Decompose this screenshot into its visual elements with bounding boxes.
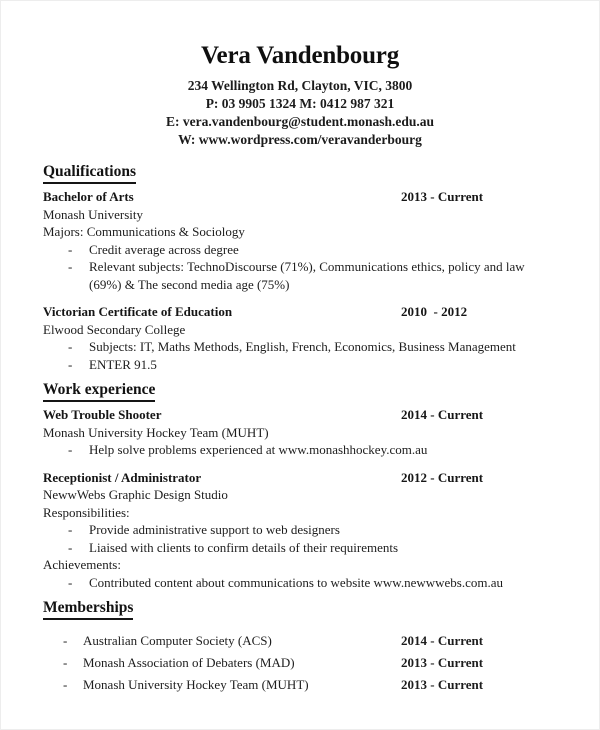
bullet-text: Relevant subjects: TechnoDiscourse (71%), Communications ethics, policy and law (69%) & The second media age (75%) xyxy=(89,259,525,292)
entry xyxy=(43,303,557,373)
section-qualifications xyxy=(43,161,557,373)
bullet-item xyxy=(43,258,557,293)
bullet-item xyxy=(43,441,557,459)
section-heading-row xyxy=(43,161,557,184)
entry xyxy=(43,469,557,592)
address-line: 234 Wellington Rd, Clayton, VIC, 3800 xyxy=(187,78,413,93)
bullet-item xyxy=(43,356,557,374)
website-line: W: www.wordpress.com/veravanderbourg xyxy=(178,132,422,147)
bullet-text: Subjects: IT, Maths Methods, English, French, Economics, Business Management xyxy=(89,339,516,354)
entry-heading-row xyxy=(43,406,557,424)
person-name: Vera Vandenbourg xyxy=(200,42,400,69)
dash-bullet-icon: - xyxy=(63,655,68,670)
entry-date: 2012 - Current xyxy=(401,469,484,485)
entry-line: Monash University Hockey Team (MUHT) xyxy=(43,424,269,440)
entry-line: NewwWebs Graphic Design Studio xyxy=(43,487,228,502)
dash-bullet-icon: - xyxy=(68,339,73,354)
membership-date: 2014 - Current xyxy=(401,633,484,648)
bullet-text: Contributed content about communications to website www.newwwebs.com.au xyxy=(89,574,503,590)
entry xyxy=(43,188,557,293)
dash-bullet-icon: - xyxy=(63,633,68,648)
entry-date: 2010 - 2012 xyxy=(401,304,468,319)
membership-date: 2013 - Current xyxy=(401,655,484,670)
bullet-text: Provide administrative support to web designers xyxy=(89,522,340,537)
entry-line: Responsibilities: xyxy=(43,504,130,520)
entry-line: Monash University xyxy=(43,206,144,222)
bullet-item xyxy=(43,574,557,592)
bullet-text: Help solve problems experienced at www.monashhockey.com.au xyxy=(89,442,428,457)
section-heading-row xyxy=(43,597,557,620)
membership-item xyxy=(43,674,557,696)
membership-name: Monash Association of Debaters (MAD) xyxy=(83,655,295,670)
bullet-text: Liaised with clients to confirm details of their requirements xyxy=(89,539,399,555)
entry-list xyxy=(43,406,557,591)
dash-bullet-icon: - xyxy=(68,522,73,537)
section-title: Memberships xyxy=(43,598,133,620)
dash-bullet-icon: - xyxy=(68,241,73,257)
section-title: Qualifications xyxy=(43,162,136,184)
entry-heading-row xyxy=(43,469,557,487)
bullet-item xyxy=(43,521,557,539)
section-title: Work experience xyxy=(43,380,155,402)
membership-item xyxy=(43,652,557,674)
entry-line: Achievements: xyxy=(43,557,121,572)
dash-bullet-icon: - xyxy=(68,259,73,274)
entry-list xyxy=(43,188,557,373)
membership-date: 2013 - Current xyxy=(401,677,484,692)
membership-item xyxy=(43,630,557,652)
bullet-item xyxy=(43,539,557,557)
section-work-experience xyxy=(43,379,557,591)
entry-heading-row xyxy=(43,188,557,206)
dash-bullet-icon: - xyxy=(68,574,73,590)
email-line: E: vera.vandenbourg@student.monash.edu.au xyxy=(166,114,434,129)
entry-title: Bachelor of Arts xyxy=(43,189,134,204)
entry-line: Elwood Secondary College xyxy=(43,321,186,337)
bullet-item xyxy=(43,241,557,259)
bullet-text: Credit average across degree xyxy=(89,241,239,257)
phone-line: P: 03 9905 1324 M: 0412 987 321 xyxy=(205,96,395,111)
contact-block xyxy=(43,77,557,149)
dash-bullet-icon: - xyxy=(68,539,73,555)
entry xyxy=(43,406,557,459)
membership-list xyxy=(43,630,557,696)
resume-body xyxy=(43,161,557,696)
entry-date: 2013 - Current xyxy=(401,189,484,204)
membership-name: Australian Computer Society (ACS) xyxy=(83,633,272,648)
dash-bullet-icon: - xyxy=(68,356,73,372)
bullet-text: ENTER 91.5 xyxy=(89,356,157,372)
dash-bullet-icon: - xyxy=(68,442,73,457)
entry-title: Web Trouble Shooter xyxy=(43,407,162,422)
entry-heading-row xyxy=(43,303,557,321)
entry-title: Receptionist / Administrator xyxy=(43,469,202,485)
entry-title: Victorian Certificate of Education xyxy=(43,304,233,319)
section-memberships xyxy=(43,597,557,696)
section-heading-row xyxy=(43,379,557,402)
entry-line: Majors: Communications & Sociology xyxy=(43,224,245,239)
dash-bullet-icon: - xyxy=(63,677,68,692)
bullet-item xyxy=(43,338,557,356)
membership-name: Monash University Hockey Team (MUHT) xyxy=(83,677,309,692)
entry-date: 2014 - Current xyxy=(401,407,484,422)
resume-header xyxy=(43,1,557,149)
